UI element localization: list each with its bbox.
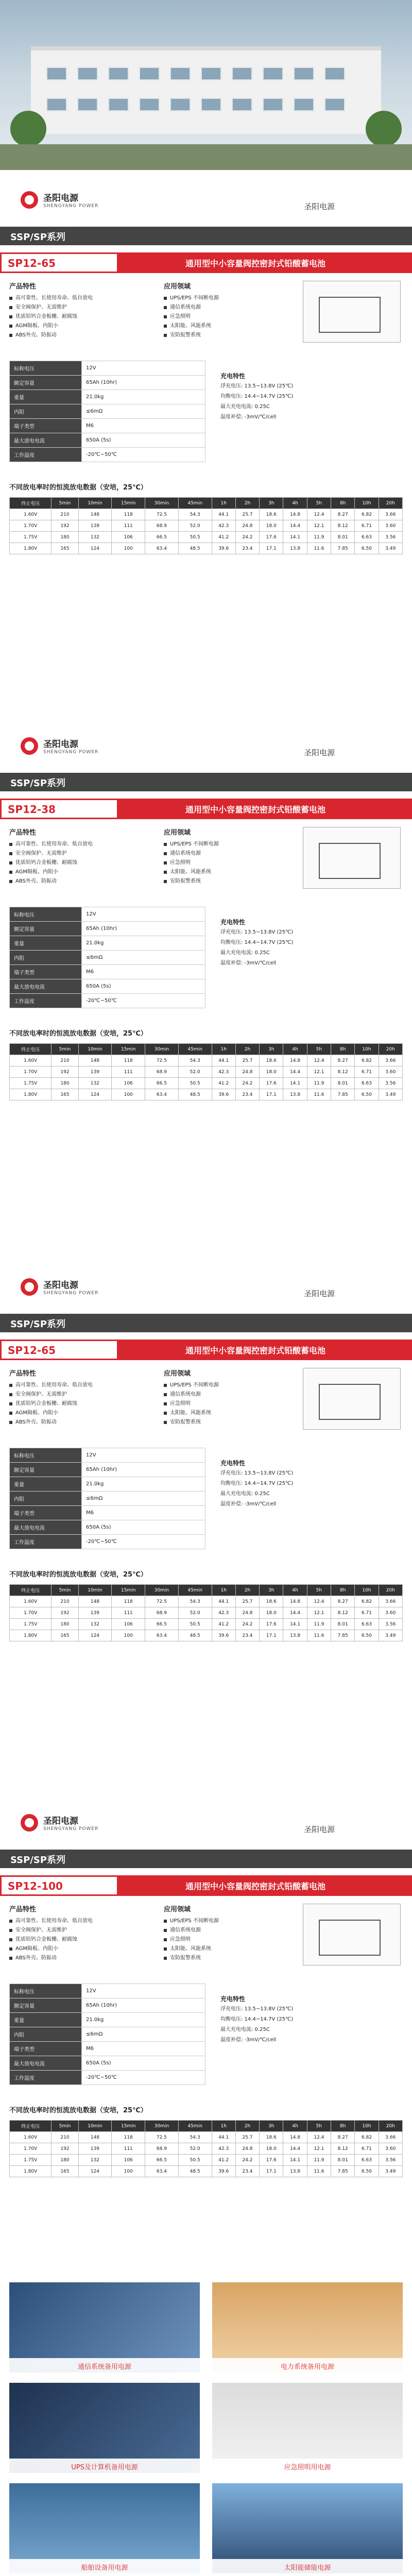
spec-block: 标称电压 12V 额定容量 65Ah (10hr) 重量 21.0kg 内阻 ≤6mΩ 端子类型 M6 最大放电电流 650A (5s) 工作温度 -20℃~50℃ 充电特性 浮充电压: 13.5~13.8V (25℃) 均衡电压: 14.4~14.7V (25℃) 最大充电电流: 0.25C 温度补偿: -3mV/℃/cell: [9, 907, 403, 1008]
brand-band: 圣阳电源 SHENGYANG POWER 圣阳电源: [0, 716, 412, 773]
cc-table: 终止电压 5min 10min 15min 30min 45min 1h 2h 3h 4h 5h 8h 10h 20h 1.60V 210 148 118 72.5 54.3 44.1 25.7 18.6 14.8 12.4 8.27 6.82 3.66 1.70V 192 139 111 68.9 52.0 42.3 24.8 18.0 14.4 12.1 8.12 6.71 3.60 1.75V 180 132 106 66.5 50.5 41.2 24.2 17.6 14.1 11.9 8.01 6.63 3.56 1.80V 165 124 100 63.4 48.5 39.6 23.4 17.1 13.8 11.6 7.85 6.50 3.49: [9, 1043, 403, 1100]
brand-band: [0, 170, 412, 227]
photo-ship: 船舶设备用电源: [9, 2483, 200, 2573]
spec-block: 标称电压 12V 额定容量 65Ah (10hr) 重量 21.0kg 内阻 ≤6mΩ 端子类型 M6 最大放电电流 650A (5s) 工作温度 -20℃~50℃ 充电特性 浮充电压: 13.5~13.8V (25℃) 均衡电压: 14.4~14.7V (25℃) 最大充电电流: 0.25C 温度补偿: -3mV/℃/cell: [9, 1448, 403, 1549]
brand-band: 圣阳电源 SHENGYANG POWER 圣阳电源: [0, 1257, 412, 1314]
series-bar: SSP/SP系列: [0, 227, 412, 245]
hero-building-photo: [0, 0, 412, 170]
cc-table: 终止电压 5min 10min 15min 30min 45min 1h 2h 3h 4h 5h 8h 10h 20h 1.60V 210 148 118 72.5 54.3 44.1 25.7 18.6 14.8 12.4 8.27 6.82 3.66 1.70V 192 139 111 68.9 52.0 42.3 24.8 18.0 14.4 12.1 8.12 6.71 3.60 1.75V 180 132 106 66.5 50.5 41.2 24.2 17.6 14.1 11.9 8.01 6.63 3.56 1.80V 165 124 100 63.4 48.5 39.6 23.4 17.1 13.8 11.6 7.85 6.50 3.49: [9, 2120, 403, 2177]
page: 圣阳电源 SHENGYANG POWER 圣阳电源 SSP/SP系列 SP12-65 通用型中小容量阀控密封式铅酸蓄电池 产品特性 高可靠性、长使用寿命、低自放电 安全阀保护、无需维护 优质铅钙合金板栅、耐腐蚀 AGM隔板、内阻小 ABS外壳、防振动 应用领域 UPS/EPS 不间断电源 通信系统电源 应急照明 太阳能、风能系统 安防报警系统 标称电压 12V 额定容量 65Ah (10hr) 重量 21.0kg 内阻 ≤6mΩ 端子类型 M6 最大放电电流 650A (5s) 工作温度 -20℃~50℃ 充电特性 浮充电压: 13.5~13.8V (25℃) 均衡电压: 14.4~14.7V (25℃) 最大充电电流: 0.25C 温度补偿: -3mV/℃/cell 不同放电率时的恒流放电数据（安培，25℃） 终止电压 5min 10min 15min 30min 45min 1h 2h 3h 4h 5h 8h 10h 20h 1.60V 210 148 118 72.5 54.3 44.1 25.7 18.6 14.8 12.4 8.27 6.82 3.66 1.70V 192 139 111 68.9 52.0 42.3 24.8 18.0 14.4 12.1 8.12 6.71 3.60 1.75V 180 132 106 66.5 50.5 41.2 24.2 17.6 14.1 11.9 8.01 6.63 3.56 1.80V 165 124 100 63.4 48.5 39.6 23.4 17.1 13.8 11.6 7.85 6.50 3.49 圣阳电源 SHENGYANG POWER 圣阳电源 SSP/SP系列 SP12-38 通用型中小容量阀控密封式铅酸蓄电池 产品特性 高可靠性、长使用寿命、低自放电 安全阀保护、无需维护 优质铅钙合金板栅、耐腐蚀 AGM隔板、内阻小 ABS外壳、防振动 应用领域 UPS/EPS 不间断电源 通信系统电源 应急照明 太阳能、风能系统 安防报警系统 标称电压 12V 额定容量 65Ah (10hr) 重量 21.0kg 内阻 ≤6mΩ 端子类型 M6 最大放电电流 650A (5s) 工作温度 -20℃~50℃ 充电特性 浮充电压: 13.5~13.8V (25℃) 均衡电压: 14.4~14.7V (25℃) 最大充电电流: 0.25C 温度补偿: -3mV/℃/cell 不同放电率时的恒流放电数据（安培，25℃） 终止电压 5min 10min 15min 30min 45min 1h 2h 3h 4h 5h 8h 10h 20h 1.60V 210 148 118 72.5 54.3 44.1 25.7 18.6 14.8 12.4 8.27 6.82 3.66 1.70V 192 139 111 68.9 52.0 42.3 24.8 18.0 14.4 12.1 8.12 6.71 3.60 1.75V 180 132 106 66.5 50.5 41.2 24.2 17.6 14.1 11.9 8.01 6.63 3.56 1.80V 165 124 100 63.4 48.5 39.6 23.4 17.1 13.8 11.6 7.85 6.50 3.49 圣阳电源 SHENGYANG POWER 圣阳电源 SSP/SP系列 SP12-65 通用型中小容量阀控密封式铅酸蓄电池 产品特性 高可靠性、长使用寿命、低自放电 安全阀保护、无需维护 优质铅钙合金板栅、耐腐蚀 AGM隔板、内阻小 ABS外壳、防振动 应用领域 UPS/EPS 不间断电源 通信系统电源 应急照明 太阳能、风能系统 安防报警系统 标称电压 12V 额定容量 65Ah (10hr) 重量 21.0kg 内阻 ≤6mΩ 端子类型 M6 最大放电电流 650A (5s) 工作温度 -20℃~50℃ 充电特性 浮充电压: 13.5~13.8V (25℃) 均衡电压: 14.4~14.7V (25℃) 最大充电电流: 0.25C 温度补偿: -3mV/℃/cell 不同放电率时的恒流放电数据（安培，25℃） 终止电压 5min 10min 15min 30min 45min 1h 2h 3h 4h 5h 8h 10h 20h 1.60V 210 148 118 72.5 54.3 44.1 25.7 18.6 14.8 12.4 8.27 6.82 3.66 1.70V 192 139 111 68.9 52.0 42.3 24.8 18.0 14.4 12.1 8.12 6.71 3.60 1.75V 180 132 106 66.5 50.5 41.2 24.2 17.6 14.1 11.9 8.01 6.63 3.56 1.80V 165 124 100 63.4 48.5 39.6 23.4 17.1 13.8 11.6 7.85 6.50 3.49 圣阳电源 SHENGYANG POWER 圣阳电源 SSP/SP系列 SP12-100 通用型中小容量阀控密封式铅酸蓄电池 产品特性 高可靠性、长使用寿命、低自放电 安全阀保护、无需维护 优质铅钙合金板栅、耐腐蚀 AGM隔板、内阻小 ABS外壳、防振动 应用领域 UPS/EPS 不间断电源 通信系统电源 应急照明 太阳能、风能系统 安防报警系统 标称电压 12V 额定容量 65Ah (10hr) 重量 21.0kg 内阻 ≤6mΩ 端子类型 M6 最大放电电流 650A (5s) 工作温度 -20℃~50℃ 充电特性 浮充电压: 13.5~13.8V (25℃) 均衡电压: 14.4~14.7V (25℃) 最大充电电流: 0.25C 温度补偿: -3mV/℃/cell 不同放电率时的恒流放电数据（安培，25℃） 终止电压 5min 10min 15min 30min 45min 1h 2h 3h 4h 5h 8h 10h 20h 1.60V 210 148 118 72.5 54.3 44.1 25.7 18.6 14.8 12.4 8.27 6.82 3.66 1.70V 192 139 111 68.9 52.0 42.3 24.8 18.0 14.4 12.1 8.12 6.71 3.60 1.75V 180 132 106 66.5 50.5 41.2 24.2 17.6 14.1 11.9 8.01 6.63 3.56 1.80V 165 124 100 63.4 48.5 39.6 23.4 17.1 13.8 11.6 7.85 6.50 3.49 通信系统备用电源 电力系统备用电源 UPS及计算机备用电源 应急照明用电源 船舶设备用电源 太阳能储能电源: [0, 0, 412, 2576]
photo-power-grid: 电力系统备用电源: [212, 2282, 403, 2372]
cc-title: 不同放电率时的恒流放电数据（安培，25℃）: [9, 484, 147, 492]
logo-icon: [21, 191, 38, 209]
cc-table: 终止电压 5min 10min 15min 30min 45min 1h 2h 3h 4h 5h 8h 10h 20h 1.60V 210 148 118 72.5 54.3 44.1 25.7 18.6 14.8 12.4 8.27 6.82 3.66 1.70V 192 139 111 68.9 52.0 42.3 24.8 18.0 14.4 12.1 8.12 6.71 3.60 1.75V 180 132 106 66.5 50.5 41.2 24.2 17.6 14.1 11.9 8.01 6.63 3.56 1.80V 165 124 100 63.4 48.5 39.6 23.4 17.1 13.8 11.6 7.85 6.50 3.49: [9, 1584, 403, 1641]
logo-icon: [21, 1278, 38, 1296]
logo-name-cn: 圣阳电源: [43, 193, 78, 204]
logo-name-en: SHENGYANG POWER: [43, 204, 99, 209]
building-illustration: [31, 46, 381, 134]
model-row: SP12-100 通用型中小容量阀控密封式铅酸蓄电池: [0, 1875, 412, 1896]
logo-icon: [21, 737, 38, 755]
model-row: [0, 252, 412, 273]
photo-emergency-light: 应急照明用电源: [212, 2383, 403, 2473]
brand-band: 圣阳电源 SHENGYANG POWER 圣阳电源: [0, 1793, 412, 1850]
cc-table: 终止电压 5min 10min 15min 30min 45min 1h 2h 3h 4h 5h 8h 10h 20h 1.60V 210 148 118 72.5 54.3 44.1 25.7 18.6 14.8 12.4 8.27 6.82 3.66 1.70V 192 139 111 68.9 52.0 42.3 24.8 18.0 14.4 12.1 8.12 6.71 3.60 1.75V 180 132 106 66.5 50.5 41.2 24.2 17.6 14.1 11.9 8.01 6.63 3.56 1.80V 165 124 100 63.4 48.5 39.6 23.4 17.1 13.8 11.6 7.85 6.50 3.49: [9, 497, 403, 554]
logo-icon: [21, 1814, 38, 1832]
model-desc: 通用型中小容量阀控密封式铅酸蓄电池: [118, 252, 412, 273]
photo-ups: UPS及计算机备用电源: [9, 2383, 200, 2473]
battery-diagram: [303, 281, 401, 343]
model-code: SP12-65: [8, 257, 56, 269]
band-title: 圣阳电源: [303, 202, 335, 211]
battery-diagram: [303, 1904, 401, 1965]
spec-block: 标称电压 12V 额定容量 65Ah (10hr) 重量 21.0kg 内阻 ≤6mΩ 端子类型 M6 最大放电电流 650A (5s) 工作温度 -20℃~50℃ 充电特性 浮充电压: 13.5~13.8V (25℃) 均衡电压: 14.4~14.7V (25℃) 最大充电电流: 0.25C 温度补偿: -3mV/℃/cell: [9, 361, 403, 462]
series-bar: SSP/SP系列: [0, 1850, 412, 1868]
series-bar: SSP/SP系列: [0, 1314, 412, 1332]
model-row: SP12-38 通用型中小容量阀控密封式铅酸蓄电池: [0, 799, 412, 819]
model-row: SP12-65 通用型中小容量阀控密封式铅酸蓄电池: [0, 1340, 412, 1360]
battery-diagram: [303, 827, 401, 889]
photo-solar: 太阳能储能电源: [212, 2483, 403, 2573]
spec-block: 标称电压 12V 额定容量 65Ah (10hr) 重量 21.0kg 内阻 ≤6mΩ 端子类型 M6 最大放电电流 650A (5s) 工作温度 -20℃~50℃ 充电特性 浮充电压: 13.5~13.8V (25℃) 均衡电压: 14.4~14.7V (25℃) 最大充电电流: 0.25C 温度补偿: -3mV/℃/cell: [9, 1984, 403, 2085]
battery-diagram: [303, 1368, 401, 1430]
series-bar: SSP/SP系列: [0, 773, 412, 791]
photo-telecom: 通信系统备用电源: [9, 2282, 200, 2372]
